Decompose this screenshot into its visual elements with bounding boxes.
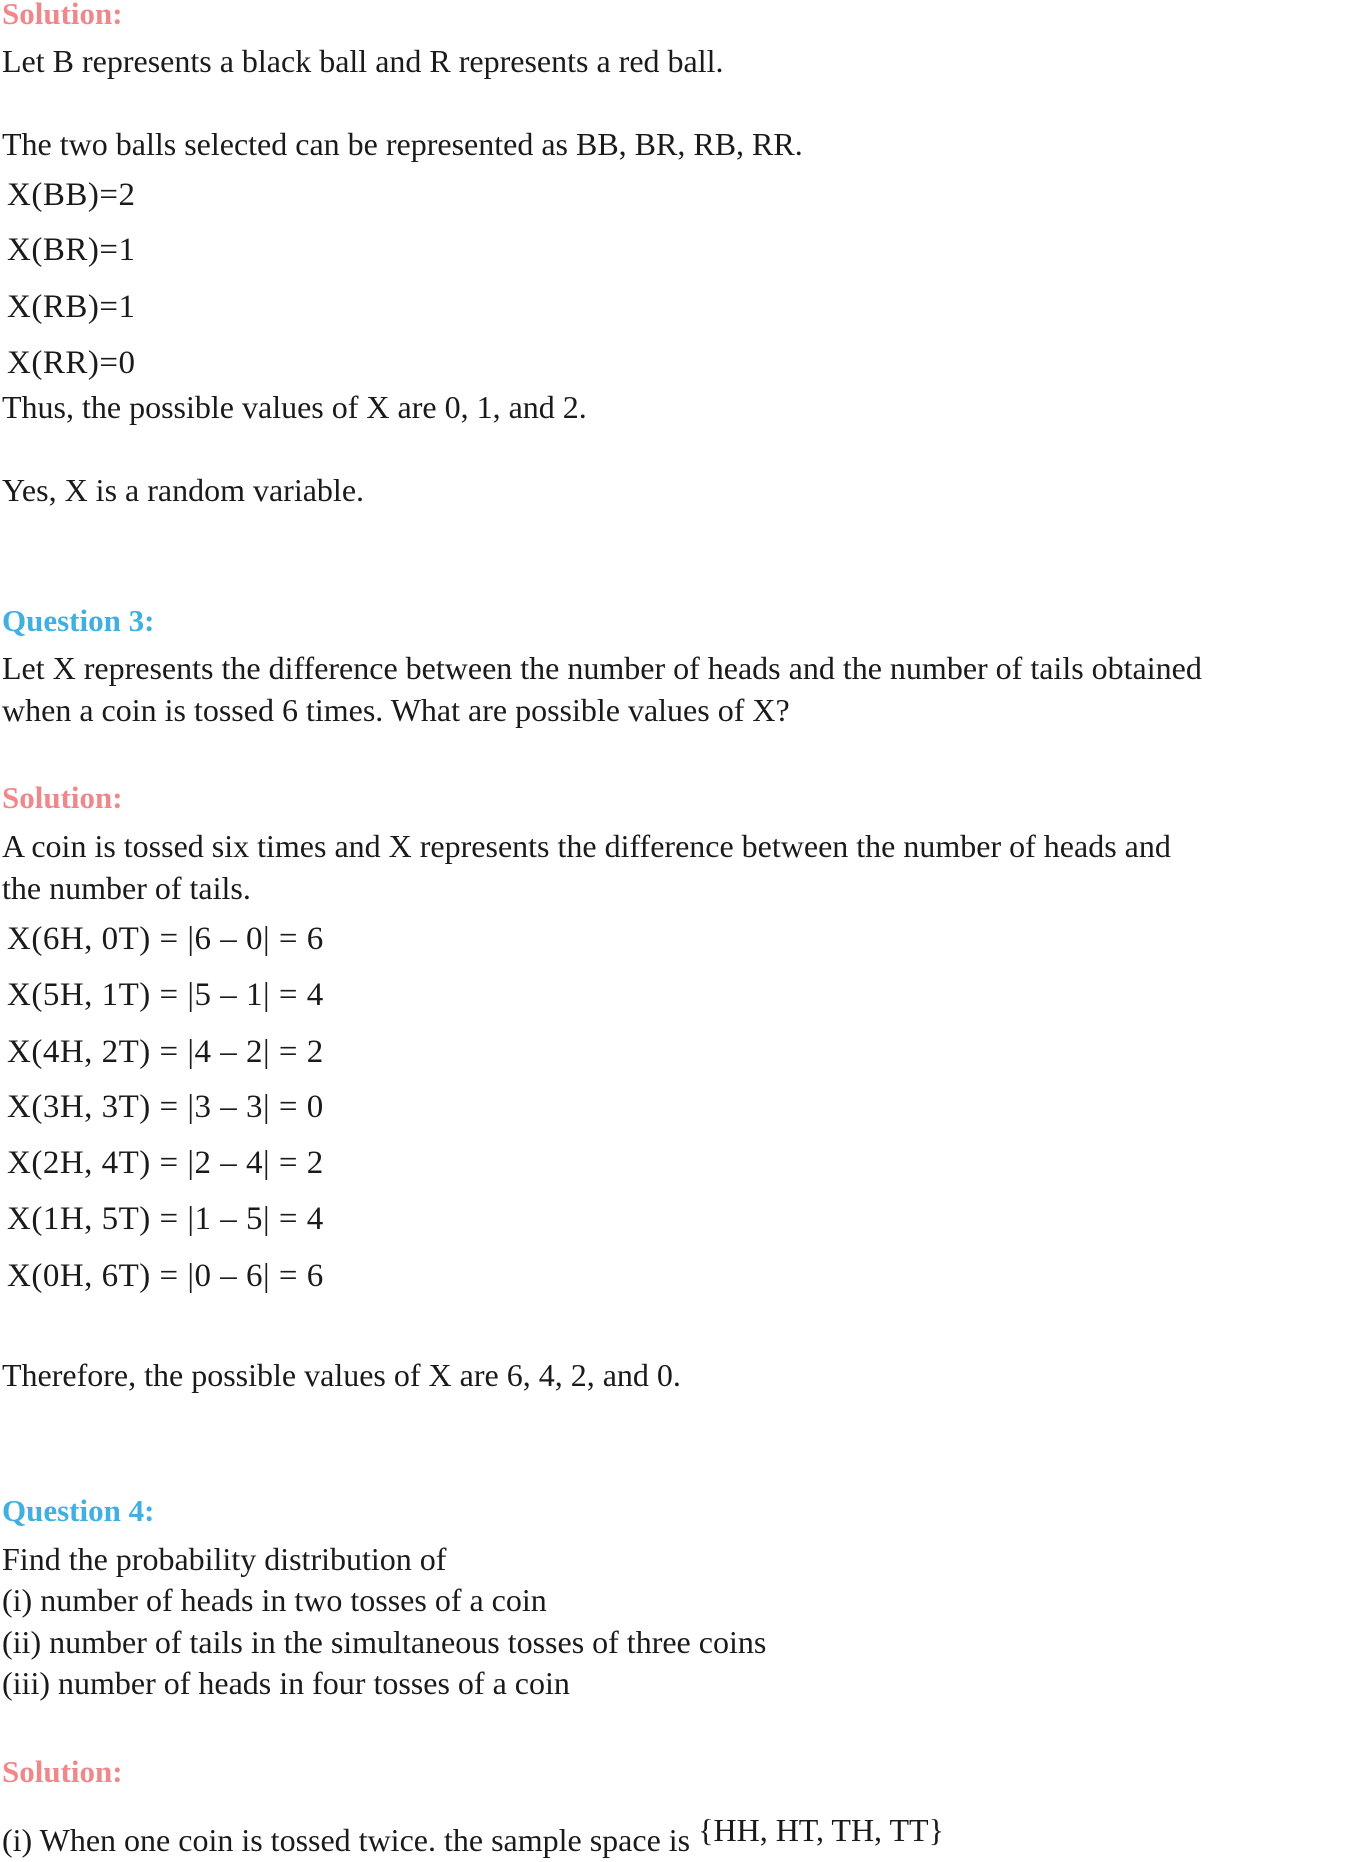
equation: X(BR)=1 — [7, 232, 136, 268]
paragraph: Let B represents a black ball and R represents a red ball. — [2, 43, 724, 79]
solution-heading: Solution: — [2, 0, 123, 31]
question-text: when a coin is tossed 6 times. What are possible values of X? — [2, 692, 790, 728]
paragraph: Thus, the possible values of X are 0, 1, and 2. — [2, 389, 587, 425]
equation: X(3H, 3T) = |3 – 3| = 0 — [7, 1089, 324, 1125]
paragraph — [2, 1812, 944, 1860]
equation: X(2H, 4T) = |2 – 4| = 2 — [7, 1145, 324, 1181]
solution-text: (i) When one coin is tossed twice. the sample space is — [2, 1822, 691, 1858]
equation: X(5H, 1T) = |5 – 1| = 4 — [7, 977, 324, 1013]
question-text: (iii) number of heads in four tosses of a coin — [2, 1665, 570, 1701]
solution-heading: Solution: — [2, 1754, 123, 1789]
paragraph: Yes, X is a random variable. — [2, 472, 365, 508]
equation: X(4H, 2T) = |4 – 2| = 2 — [7, 1034, 324, 1070]
paragraph: the number of tails. — [2, 870, 251, 906]
question-heading: Question 4: — [2, 1493, 155, 1528]
sample-space: {HH, HT, TH, TT} — [698, 1812, 944, 1848]
equation: X(1H, 5T) = |1 – 5| = 4 — [7, 1201, 324, 1237]
equation: X(BB)=2 — [7, 177, 136, 213]
equation: X(0H, 6T) = |0 – 6| = 6 — [7, 1258, 324, 1294]
equation: X(RR)=0 — [7, 345, 136, 381]
equation: X(6H, 0T) = |6 – 0| = 6 — [7, 921, 324, 957]
question-text: Let X represents the difference between the number of heads and the number of tails obtained — [2, 650, 1202, 686]
paragraph: Therefore, the possible values of X are 6, 4, 2, and 0. — [2, 1357, 681, 1393]
question-text: (i) number of heads in two tosses of a coin — [2, 1582, 547, 1618]
question-text: Find the probability distribution of — [2, 1541, 447, 1577]
question-heading: Question 3: — [2, 603, 155, 638]
paragraph: The two balls selected can be represented as BB, BR, RB, RR. — [2, 126, 803, 162]
solution-heading: Solution: — [2, 780, 123, 815]
equation: X(RB)=1 — [7, 289, 136, 325]
question-text: (ii) number of tails in the simultaneous tosses of three coins — [2, 1624, 767, 1660]
paragraph: A coin is tossed six times and X represents the difference between the number of heads and — [2, 828, 1171, 864]
